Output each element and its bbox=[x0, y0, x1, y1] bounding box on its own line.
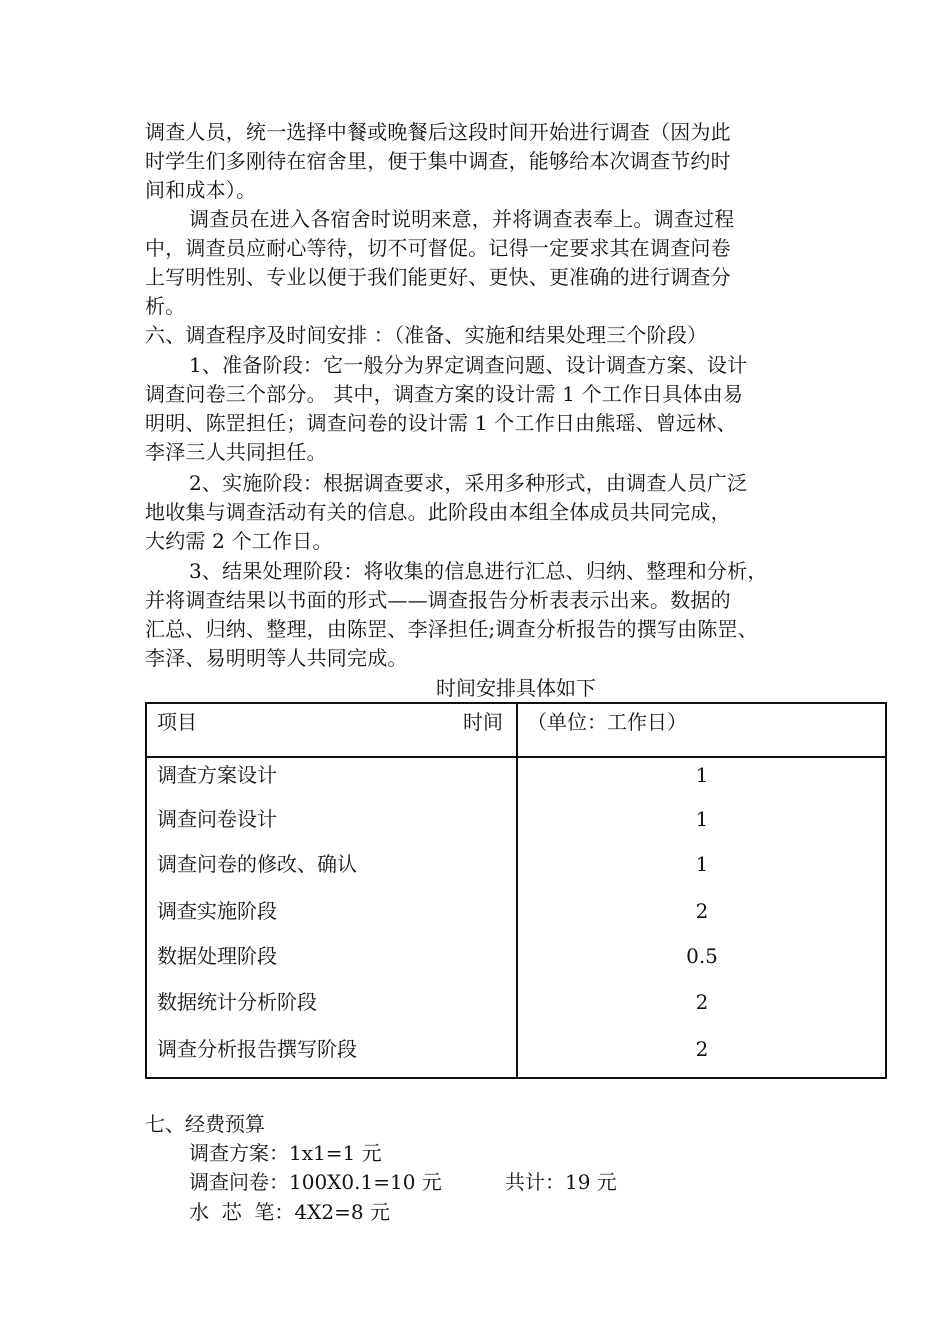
text-line: 李泽三人共同担任。 bbox=[145, 440, 327, 464]
header-unit: （单位：工作日） bbox=[527, 710, 687, 734]
text-line: 间和成本）。 bbox=[145, 178, 257, 202]
text-line: 汇总、归纳、整理，由陈罡、李泽担任;调查分析报告的撰写由陈罡、 bbox=[145, 617, 758, 641]
table-row-value: 0.5 bbox=[686, 944, 718, 968]
table-row-label: 数据处理阶段 bbox=[157, 944, 277, 968]
table-row-label: 调查实施阶段 bbox=[157, 899, 277, 923]
header-item: 项目 bbox=[157, 710, 197, 734]
column-divider bbox=[516, 704, 518, 1077]
budget-line: 调查方案：1x1=1 元 bbox=[189, 1141, 382, 1165]
header-divider bbox=[147, 756, 885, 758]
table-row-label: 数据统计分析阶段 bbox=[157, 990, 317, 1014]
text-line: 上写明性别、专业以便于我们能更好、更快、更准确的进行调查分 bbox=[145, 265, 731, 289]
text-line: 3、结果处理阶段：将收集的信息进行汇总、归纳、整理和分析， bbox=[189, 559, 768, 583]
text-line: 李泽、易明明等人共同完成。 bbox=[145, 646, 408, 670]
table-row-value: 1 bbox=[695, 763, 709, 787]
table-row-label: 调查方案设计 bbox=[157, 763, 277, 787]
header-time: 时间 bbox=[463, 710, 503, 734]
text-line: 调查人员，统一选择中餐或晚餐后这段时间开始进行调查（因为此 bbox=[145, 120, 731, 144]
schedule-table bbox=[145, 702, 887, 1079]
table-row-label: 调查分析报告撰写阶段 bbox=[157, 1037, 357, 1061]
table-row-label: 调查问卷的修改、确认 bbox=[157, 852, 357, 876]
table-caption: 时间安排具体如下 bbox=[436, 676, 596, 700]
table-row-value: 2 bbox=[695, 990, 709, 1014]
text-line: 调查员在进入各宿舍时说明来意，并将调查表奉上。调查过程 bbox=[189, 207, 735, 231]
table-row-value: 1 bbox=[695, 807, 709, 831]
table-row-value: 2 bbox=[695, 899, 709, 923]
table-row-value: 1 bbox=[695, 852, 709, 876]
text-line: 地收集与调查活动有关的信息。此阶段由本组全体成员共同完成， bbox=[145, 500, 731, 524]
text-line: 明明、陈罡担任；调查问卷的设计需 1 个工作日由熊瑶、曾远林、 bbox=[145, 411, 737, 435]
text-line: 析。 bbox=[145, 294, 186, 318]
section-heading: 六、调查程序及时间安排 ：（准备、实施和结果处理三个阶段） bbox=[145, 323, 708, 347]
table-row-label: 调查问卷设计 bbox=[157, 807, 277, 831]
budget-total: 共计：19 元 bbox=[505, 1170, 617, 1194]
text-line: 2、实施阶段：根据调查要求，采用多种形式，由调查人员广泛 bbox=[189, 471, 748, 495]
text-line: 时学生们多刚待在宿舍里，便于集中调查，能够给本次调查节约时 bbox=[145, 149, 731, 173]
budget-line: 调查问卷：100X0.1=10 元 bbox=[189, 1170, 442, 1194]
text-line: 调查问卷三个部分。 其中，调查方案的设计需 1 个工作日具体由易 bbox=[145, 382, 744, 406]
text-line: 中，调查员应耐心等待，切不可督促。记得一定要求其在调查问卷 bbox=[145, 236, 731, 260]
budget-line: 水 芯 笔：4X2=8 元 bbox=[189, 1200, 390, 1224]
text-line: 1、准备阶段：它一般分为界定调查问题、设计调查方案、设计 bbox=[189, 353, 748, 377]
table-row-value: 2 bbox=[695, 1037, 709, 1061]
text-line: 并将调查结果以书面的形式——调查报告分析表表示出来。数据的 bbox=[145, 588, 731, 612]
text-line: 大约需 2 个工作日。 bbox=[145, 529, 333, 553]
section-heading: 七、经费预算 bbox=[145, 1112, 265, 1136]
